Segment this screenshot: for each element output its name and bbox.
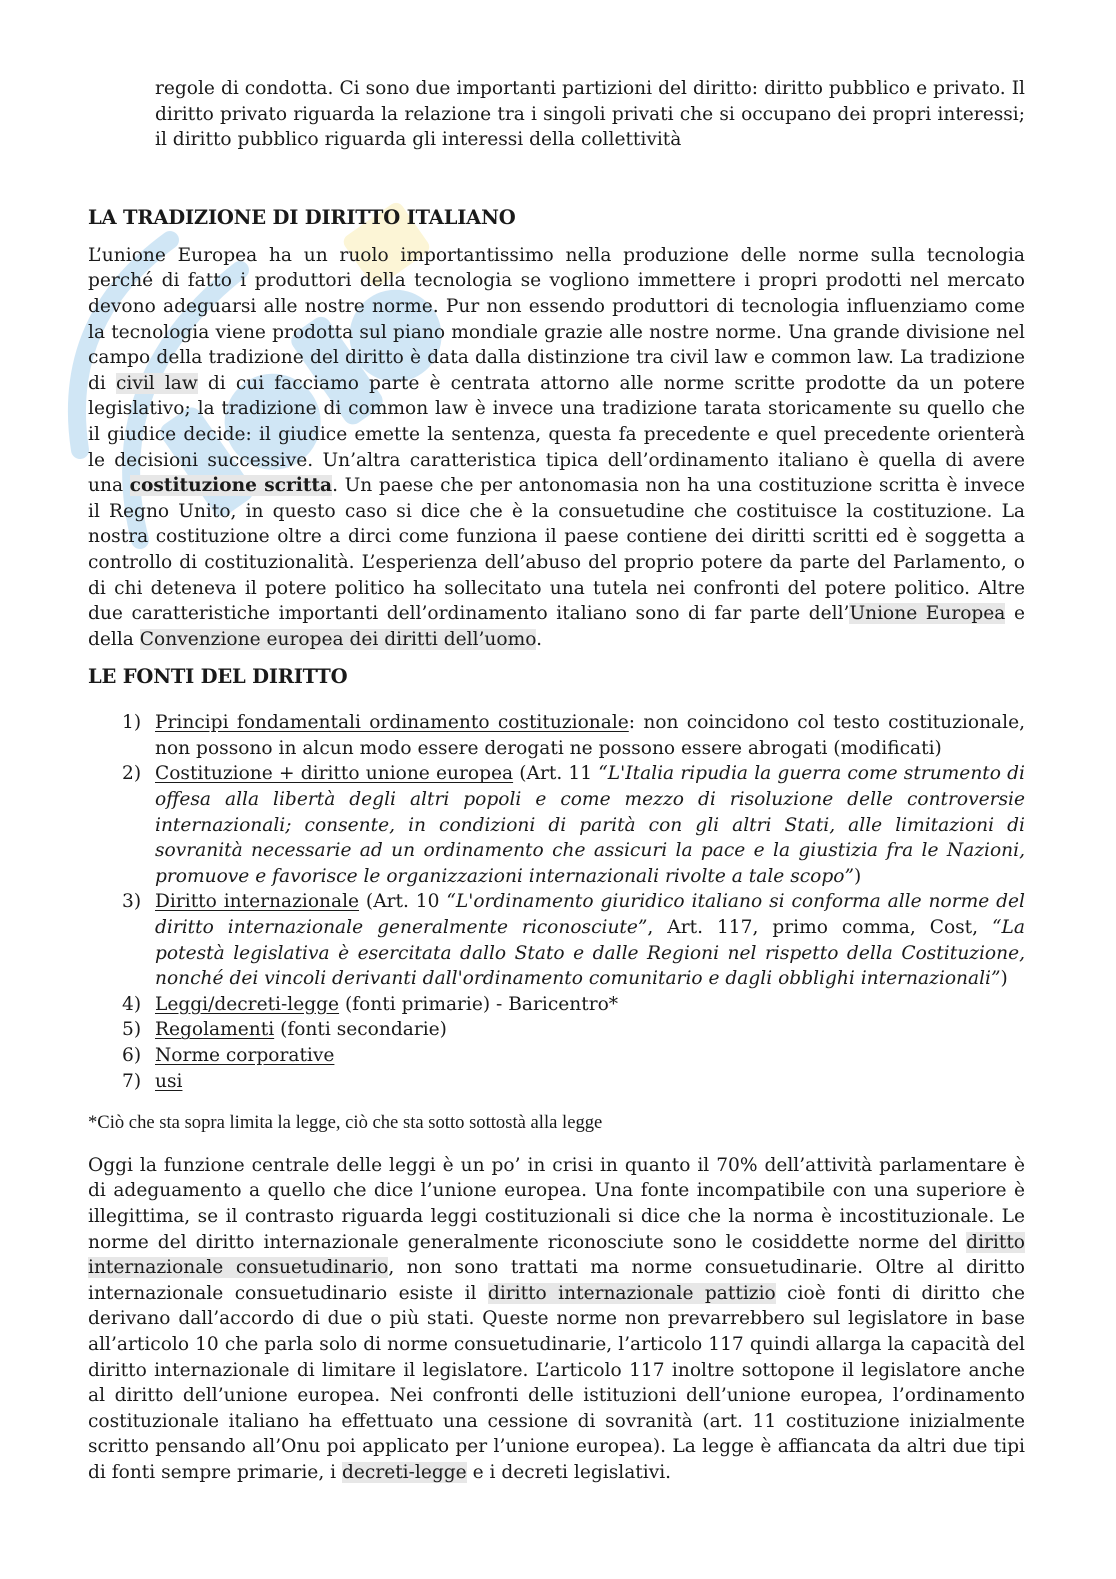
highlight-unione-europea: Unione Europea	[849, 603, 1006, 625]
intro-paragraph: regole di condotta. Ci sono due importanti partizioni del diritto: diritto pubblico e privato. Il diritto privato riguarda la relazione tra i singoli privati che si occupano dei propri interessi; il diritto pubblico riguarda gli interessi della collettività	[155, 78, 1025, 151]
list-item: 5) Regolamenti (fonti secondarie)	[122, 1019, 447, 1041]
tradizione-paragraph: L’unione Europea ha un ruolo importantissimo nella produzione delle norme sulla tecnologia perché di fatto i produttori della tecnologia se vogliono immettere i propri prodotti nel mercato devono adeguarsi alle nostre norme. Pur non essendo produttori di tecnologia influenziamo come la tecnologia viene prodotta sul piano mondiale grazie alle nostre norme. Una grande divisione nel campo della tradizione del diritto è data dalla distinzione tra civil law e common law. La tradizione di civil law di cui facciamo parte è centrata attorno alle norme scritte prodotte da un potere legislativo; la tradizione di common law è invece una tradizione tarata storicamente su quello che il giudice decide: il giudice emette la sentenza, questa fa precedente e quel precedente orienterà le decisioni successive. Un’altra caratteristica tipica dell’ordinamento italiano è quella di avere una costituzione scritta. Un paese che per antonomasia non ha una costituzione scritta è invece il Regno Unito, in questo caso si dice che è la consuetudine che costituisce la costituzione. La nostra costituzione oltre a dirci come funziona il paese contiene dei diritti scritti ed è soggetta a controllo di costituzionalità. L’esperienza dell’abuso del proprio potere da parte del Parlamento, o di chi deteneva il potere politico ha sollecitato una tutela nei confronti del potere politico. Altre due caratteristiche importanti dell’ordinamento italiano sono di far parte dell’Unione Europea e della Convenzione europea dei diritti dell’uomo.	[88, 244, 1025, 650]
list-item: 4) Leggi/decreti-legge (fonti primarie) - Baricentro*	[122, 993, 619, 1015]
list-item: 2) Costituzione + diritto unione europea (Art. 11 “L'Italia ripudia la guerra come strumento di offesa alla libertà degli altri popoli e come mezzo di risoluzione delle controversie internazionali; consente, in condizioni di parità con gli altri Stati, alle limitazioni di sovranità necessarie ad un ordinamento che assicuri la pace e la giustizia fra le Nazioni, promuove e favorisce le organizzazioni internazionali rivolte a tale scopo”)	[122, 763, 1026, 887]
highlight-civil-law: civil law	[115, 372, 198, 394]
highlight-decreti-legge: decreti-legge	[342, 1461, 467, 1483]
list-item: 6) Norme corporative	[122, 1045, 335, 1066]
footnote: *Ciò che sta sopra limita la legge, ciò che sta sotto sottostà alla legge	[88, 1112, 603, 1134]
fonti-list	[88, 710, 1025, 1094]
list-item: 1) Principi fondamentali ordinamento costituzionale: non coincidono col testo costituzionale, non possono in alcun modo essere derogati ne possono essere abrogati (modificati)	[122, 712, 1025, 759]
list-item: 3) Diritto internazionale (Art. 10 “L'ordinamento giuridico italiano si conforma alle norme del diritto internazionale generalmente riconosciute”, Art. 117, primo comma, Cost, “La potestà legislativa è esercitata dallo Stato e dalle Regioni nel rispetto della Costituzione, nonché dei vincoli derivanti dall'ordinamento comunitario e dagli obblighi internazionali”)	[122, 891, 1025, 990]
highlight-costituzione-scritta: costituzione scritta	[129, 475, 333, 497]
highlight-consuetudinario: diritto internazionale consuetudinario	[88, 1231, 1025, 1279]
document-body	[88, 76, 1025, 1486]
highlight-pattizio: diritto internazionale pattizio	[487, 1282, 776, 1304]
highlight-convenzione: Convenzione europea dei diritti dell’uomo	[139, 628, 537, 650]
section-title-fonti: LE FONTI DEL DIRITTO	[88, 665, 348, 689]
leggi-paragraph: Oggi la funzione centrale delle leggi è un po’ in crisi in quanto il 70% dell’attività parlamentare è di adeguamento a quello che dice l’unione europea. Una fonte incompatibile con una superiore è illegittima, se il contrasto riguarda leggi costituzionali si dice che la norma è incostituzionale. Le norme del diritto internazionale generalmente riconosciute sono le cosiddette norme del diritto internazionale consuetudinario, non sono trattati ma norme consuetudinarie. Oltre al diritto internazionale consuetudinario esiste il diritto internazionale pattizio cioè fonti di diritto che derivano dall’accordo di due o più stati. Queste norme non prevarrebbero sul legislatore in base all’articolo 10 che parla solo di norme consuetudinarie, l’articolo 117 quindi allarga la capacità del diritto internazionale di limitare il legislatore. L’articolo 117 inoltre sottopone il legislatore anche al diritto dell’unione europea. Nei confronti delle istituzioni dell’unione europea, l’ordinamento costituzionale italiano ha effettuato una cessione di sovranità (art. 11 costituzione inizialmente scritto pensando all’Onu poi applicato per l’unione europea). La legge è affiancata da altri due tipi di fonti sempre primarie, i decreti-legge e i decreti legislativi.	[88, 1154, 1026, 1483]
list-item: 7) usi	[122, 1070, 183, 1092]
section-title-tradizione: LA TRADIZIONE DI DIRITTO ITALIANO	[88, 205, 516, 229]
